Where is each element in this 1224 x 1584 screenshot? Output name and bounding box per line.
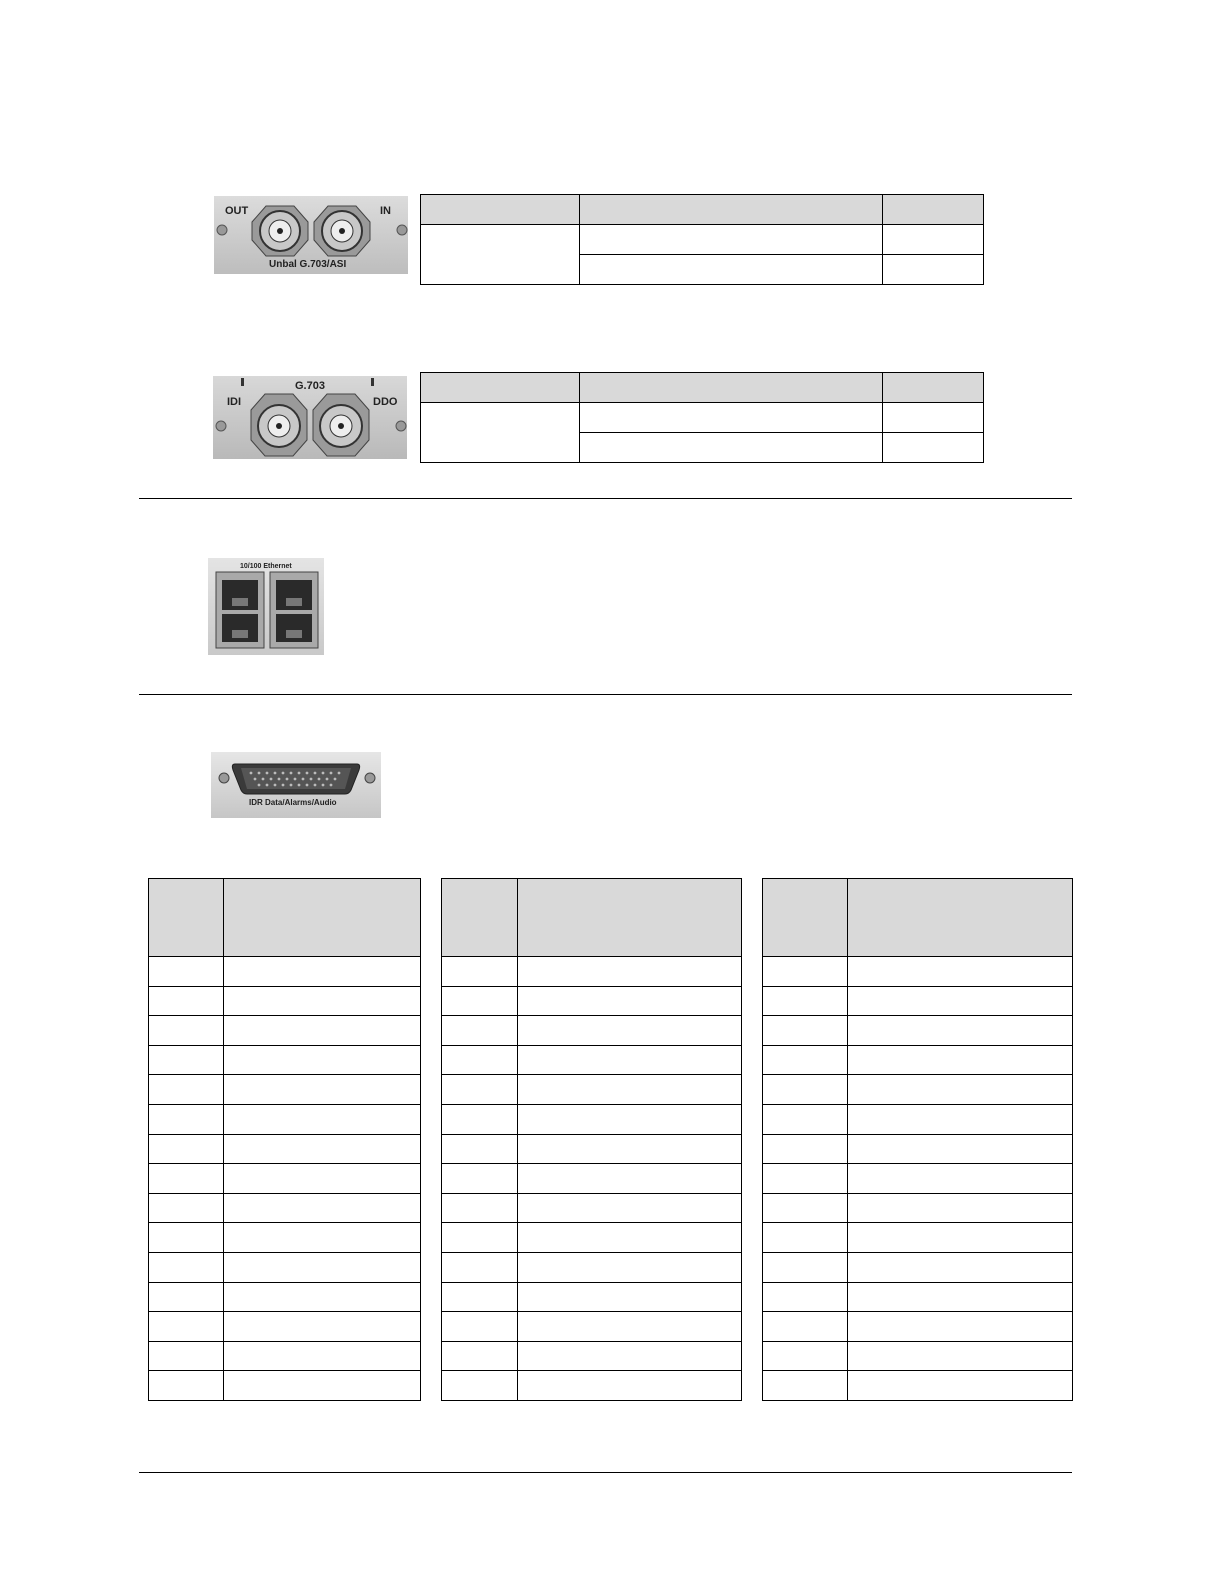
header-cell bbox=[763, 879, 848, 957]
table-cell bbox=[848, 1134, 1073, 1164]
table-cell bbox=[442, 986, 518, 1016]
table-row bbox=[763, 1193, 1073, 1223]
section-divider bbox=[139, 694, 1072, 695]
table-cell bbox=[518, 1312, 742, 1342]
table-row bbox=[442, 1371, 742, 1401]
unbal-label: Unbal G.703/ASI bbox=[269, 259, 347, 270]
table-row bbox=[763, 957, 1073, 987]
table-cell bbox=[149, 1016, 224, 1046]
table-cell bbox=[149, 1075, 224, 1105]
table-cell bbox=[224, 1282, 421, 1312]
table-cell bbox=[883, 403, 984, 433]
table-cell bbox=[442, 1371, 518, 1401]
table-cell bbox=[149, 1252, 224, 1282]
table-cell bbox=[149, 986, 224, 1016]
table-row bbox=[442, 1164, 742, 1194]
table-cell bbox=[883, 225, 984, 255]
table-row bbox=[763, 1371, 1073, 1401]
header-cell bbox=[149, 879, 224, 957]
table-row bbox=[442, 1252, 742, 1282]
table-cell bbox=[442, 1075, 518, 1105]
table-cell bbox=[763, 1282, 848, 1312]
g703-connector-table bbox=[420, 372, 984, 463]
in-label: IN bbox=[380, 205, 391, 217]
table-row bbox=[149, 1371, 421, 1401]
table-cell bbox=[442, 1223, 518, 1253]
table-cell bbox=[848, 957, 1073, 987]
table-cell bbox=[848, 1193, 1073, 1223]
table-cell bbox=[224, 1045, 421, 1075]
table-cell bbox=[224, 1193, 421, 1223]
table-cell bbox=[763, 957, 848, 987]
table-cell bbox=[442, 1045, 518, 1075]
table-cell bbox=[421, 225, 580, 285]
table-cell bbox=[442, 1164, 518, 1194]
table-cell bbox=[763, 1164, 848, 1194]
rj45-ports-icon bbox=[208, 558, 324, 655]
table-cell bbox=[149, 1104, 224, 1134]
table-row bbox=[442, 1016, 742, 1046]
table-cell bbox=[763, 1045, 848, 1075]
table-row bbox=[442, 1045, 742, 1075]
ethernet-label: 10/100 Ethernet bbox=[240, 563, 292, 570]
pinout-table-3 bbox=[762, 878, 1073, 1401]
table-cell bbox=[518, 1045, 742, 1075]
table-cell bbox=[442, 1016, 518, 1046]
table-cell bbox=[883, 433, 984, 463]
table-row bbox=[763, 1341, 1073, 1371]
table-cell bbox=[848, 1016, 1073, 1046]
table-cell bbox=[518, 1282, 742, 1312]
table-cell bbox=[848, 1223, 1073, 1253]
table-row bbox=[149, 1045, 421, 1075]
table-row bbox=[763, 1104, 1073, 1134]
table-cell bbox=[149, 1282, 224, 1312]
table-row bbox=[421, 225, 984, 255]
idi-label: IDI bbox=[227, 396, 242, 408]
header-cell bbox=[580, 373, 883, 403]
table-header-row bbox=[421, 373, 984, 403]
table-cell bbox=[848, 1075, 1073, 1105]
table-row bbox=[149, 1312, 421, 1342]
table-cell bbox=[883, 255, 984, 285]
header-cell bbox=[883, 195, 984, 225]
table-row bbox=[763, 1075, 1073, 1105]
pinout-table-2 bbox=[441, 878, 742, 1401]
db44-connector-icon bbox=[211, 752, 381, 818]
table-header-row bbox=[763, 879, 1073, 957]
table-cell bbox=[224, 1371, 421, 1401]
unbal-connector-table bbox=[420, 194, 984, 285]
header-cell bbox=[848, 879, 1073, 957]
table-cell bbox=[442, 1312, 518, 1342]
table-cell bbox=[421, 403, 580, 463]
table-header-row bbox=[421, 195, 984, 225]
header-cell bbox=[580, 195, 883, 225]
table-cell bbox=[763, 1016, 848, 1046]
table-cell bbox=[580, 255, 883, 285]
table-cell bbox=[763, 1223, 848, 1253]
table-cell bbox=[442, 1134, 518, 1164]
table-cell bbox=[763, 1252, 848, 1282]
table-cell bbox=[442, 1341, 518, 1371]
table-cell bbox=[149, 957, 224, 987]
table-cell bbox=[149, 1341, 224, 1371]
table-row bbox=[149, 1164, 421, 1194]
table-row bbox=[442, 957, 742, 987]
table-cell bbox=[763, 1134, 848, 1164]
table-cell bbox=[580, 225, 883, 255]
table-row bbox=[763, 1045, 1073, 1075]
table-cell bbox=[763, 986, 848, 1016]
table-cell bbox=[580, 433, 883, 463]
header-cell bbox=[421, 195, 580, 225]
table-cell bbox=[518, 1223, 742, 1253]
section-divider bbox=[139, 498, 1072, 499]
table-cell bbox=[149, 1164, 224, 1194]
table-cell bbox=[848, 1341, 1073, 1371]
table-cell bbox=[848, 986, 1073, 1016]
table-row bbox=[149, 1341, 421, 1371]
table-cell bbox=[224, 1134, 421, 1164]
table-row bbox=[149, 1252, 421, 1282]
table-cell bbox=[149, 1312, 224, 1342]
table-row bbox=[442, 1312, 742, 1342]
table-cell bbox=[763, 1312, 848, 1342]
table-cell bbox=[763, 1075, 848, 1105]
table-cell bbox=[149, 1045, 224, 1075]
table-cell bbox=[848, 1371, 1073, 1401]
table-row bbox=[763, 1312, 1073, 1342]
table-cell bbox=[848, 1164, 1073, 1194]
idr-connector-photo bbox=[211, 752, 381, 818]
table-cell bbox=[518, 1164, 742, 1194]
header-cell bbox=[518, 879, 742, 957]
footer-divider bbox=[139, 1472, 1072, 1473]
table-row bbox=[442, 986, 742, 1016]
table-row bbox=[442, 1075, 742, 1105]
table-cell bbox=[224, 1075, 421, 1105]
table-cell bbox=[518, 1252, 742, 1282]
table-cell bbox=[149, 1193, 224, 1223]
table-row bbox=[149, 1104, 421, 1134]
table-cell bbox=[763, 1104, 848, 1134]
table-cell bbox=[518, 1193, 742, 1223]
table-row bbox=[421, 403, 984, 433]
header-cell bbox=[421, 373, 580, 403]
table-cell bbox=[224, 1223, 421, 1253]
g703-label: G.703 bbox=[295, 380, 325, 392]
table-cell bbox=[580, 403, 883, 433]
table-row bbox=[763, 1164, 1073, 1194]
out-label: OUT bbox=[225, 205, 249, 217]
table-row bbox=[763, 1252, 1073, 1282]
table-row bbox=[763, 986, 1073, 1016]
table-cell bbox=[442, 1193, 518, 1223]
table-cell bbox=[224, 1312, 421, 1342]
table-cell bbox=[763, 1193, 848, 1223]
table-header-row bbox=[149, 879, 421, 957]
table-cell bbox=[224, 1164, 421, 1194]
table-cell bbox=[442, 1252, 518, 1282]
table-row bbox=[763, 1223, 1073, 1253]
table-row bbox=[763, 1134, 1073, 1164]
table-cell bbox=[149, 1371, 224, 1401]
idr-label: IDR Data/Alarms/Audio bbox=[249, 798, 337, 807]
table-cell bbox=[224, 986, 421, 1016]
table-row bbox=[149, 1282, 421, 1312]
ethernet-connector-photo bbox=[208, 558, 324, 655]
table-cell bbox=[848, 1104, 1073, 1134]
table-row bbox=[442, 1104, 742, 1134]
table-row bbox=[149, 1016, 421, 1046]
table-cell bbox=[763, 1371, 848, 1401]
table-cell bbox=[518, 1016, 742, 1046]
table-cell bbox=[224, 1016, 421, 1046]
unbal-g703-asi-connector-photo bbox=[214, 196, 408, 274]
table-header-row bbox=[442, 879, 742, 957]
table-row bbox=[763, 1282, 1073, 1312]
table-cell bbox=[442, 957, 518, 987]
table-cell bbox=[848, 1282, 1073, 1312]
table-row bbox=[149, 1223, 421, 1253]
pinout-table-1 bbox=[148, 878, 421, 1401]
table-cell bbox=[848, 1045, 1073, 1075]
table-cell bbox=[149, 1134, 224, 1164]
table-row bbox=[442, 1134, 742, 1164]
table-cell bbox=[518, 1134, 742, 1164]
table-cell bbox=[518, 957, 742, 987]
table-row bbox=[149, 1075, 421, 1105]
table-row bbox=[149, 957, 421, 987]
table-cell bbox=[224, 957, 421, 987]
table-row bbox=[442, 1223, 742, 1253]
g703-idi-ddo-connector-photo bbox=[213, 376, 407, 459]
table-cell bbox=[224, 1104, 421, 1134]
table-cell bbox=[518, 1371, 742, 1401]
table-row bbox=[149, 1193, 421, 1223]
header-cell bbox=[883, 373, 984, 403]
table-cell bbox=[518, 1104, 742, 1134]
table-cell bbox=[224, 1252, 421, 1282]
table-cell bbox=[224, 1341, 421, 1371]
table-cell bbox=[518, 986, 742, 1016]
table-row bbox=[442, 1341, 742, 1371]
table-row bbox=[442, 1282, 742, 1312]
table-row bbox=[763, 1016, 1073, 1046]
table-cell bbox=[848, 1252, 1073, 1282]
table-cell bbox=[442, 1104, 518, 1134]
table-cell bbox=[763, 1341, 848, 1371]
table-cell bbox=[442, 1282, 518, 1312]
header-cell bbox=[442, 879, 518, 957]
table-cell bbox=[518, 1075, 742, 1105]
table-row bbox=[149, 986, 421, 1016]
ddo-label: DDO bbox=[373, 396, 398, 408]
table-cell bbox=[848, 1312, 1073, 1342]
table-row bbox=[442, 1193, 742, 1223]
header-cell bbox=[224, 879, 421, 957]
table-cell bbox=[518, 1341, 742, 1371]
table-cell bbox=[149, 1223, 224, 1253]
table-row bbox=[149, 1134, 421, 1164]
